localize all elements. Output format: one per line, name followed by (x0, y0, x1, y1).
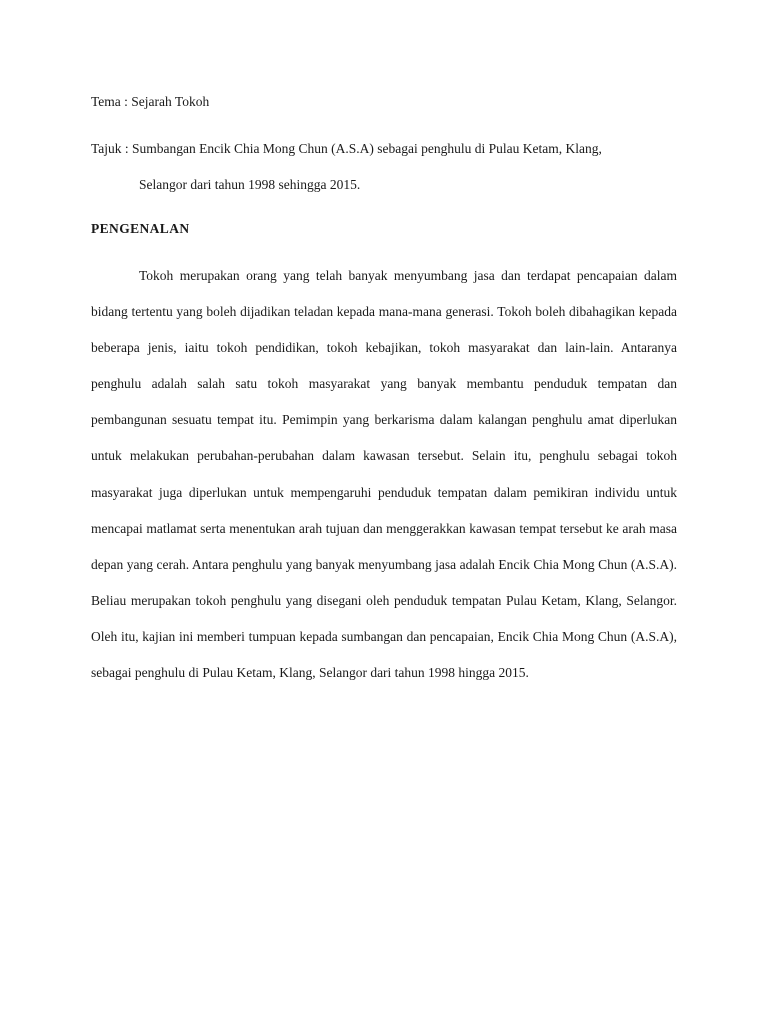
tema-line: Tema : Sejarah Tokoh (91, 94, 210, 109)
tajuk-line-2: Selangor dari tahun 1998 sehingga 2015. (139, 177, 361, 192)
intro-paragraph: Tokoh merupakan orang yang telah banyak menyumbang jasa dan terdapat pencapaian dalam bidang tertentu yang boleh dijadikan teladan kepada mana-mana generasi. Tokoh boleh dibahagikan kepada beberapa jenis, iaitu tokoh pendidikan, tokoh kebajikan, tokoh masyarakat dan lain-lain. Antaranya penghulu adalah salah satu tokoh masyarakat yang banyak membantu penduduk tempatan dan pembangunan sesuatu tempat itu. Pemimpin yang berkarisma dalam kalangan penghulu amat diperlukan untuk melakukan perubahan-perubahan dalam kawasan tersebut. Selain itu, penghulu sebagai tokoh masyarakat juga diperlukan untuk mempengaruhi penduduk tempatan dalam pemikiran individu untuk mencapai matlamat serta menentukan arah tujuan dan menggerakkan kawasan tempat tersebut ke arah masa depan yang cerah. Antara penghulu yang banyak menyumbang jasa adalah Encik Chia Mong Chun (A.S.A). Beliau merupakan tokoh penghulu yang disegani oleh penduduk tempatan Pulau Ketam, Klang, Selangor. Oleh itu, kajian ini memberi tumpuan kepada sumbangan dan pencapaian, Encik Chia Mong Chun (A.S.A), sebagai penghulu di Pulau Ketam, Klang, Selangor dari tahun 1998 hingga 2015. (91, 268, 677, 681)
tajuk-line-1: Tajuk : Sumbangan Encik Chia Mong Chun (A.S.A) sebagai penghulu di Pulau Ketam, Klang, (91, 141, 602, 156)
section-heading: PENGENALAN (91, 221, 190, 236)
